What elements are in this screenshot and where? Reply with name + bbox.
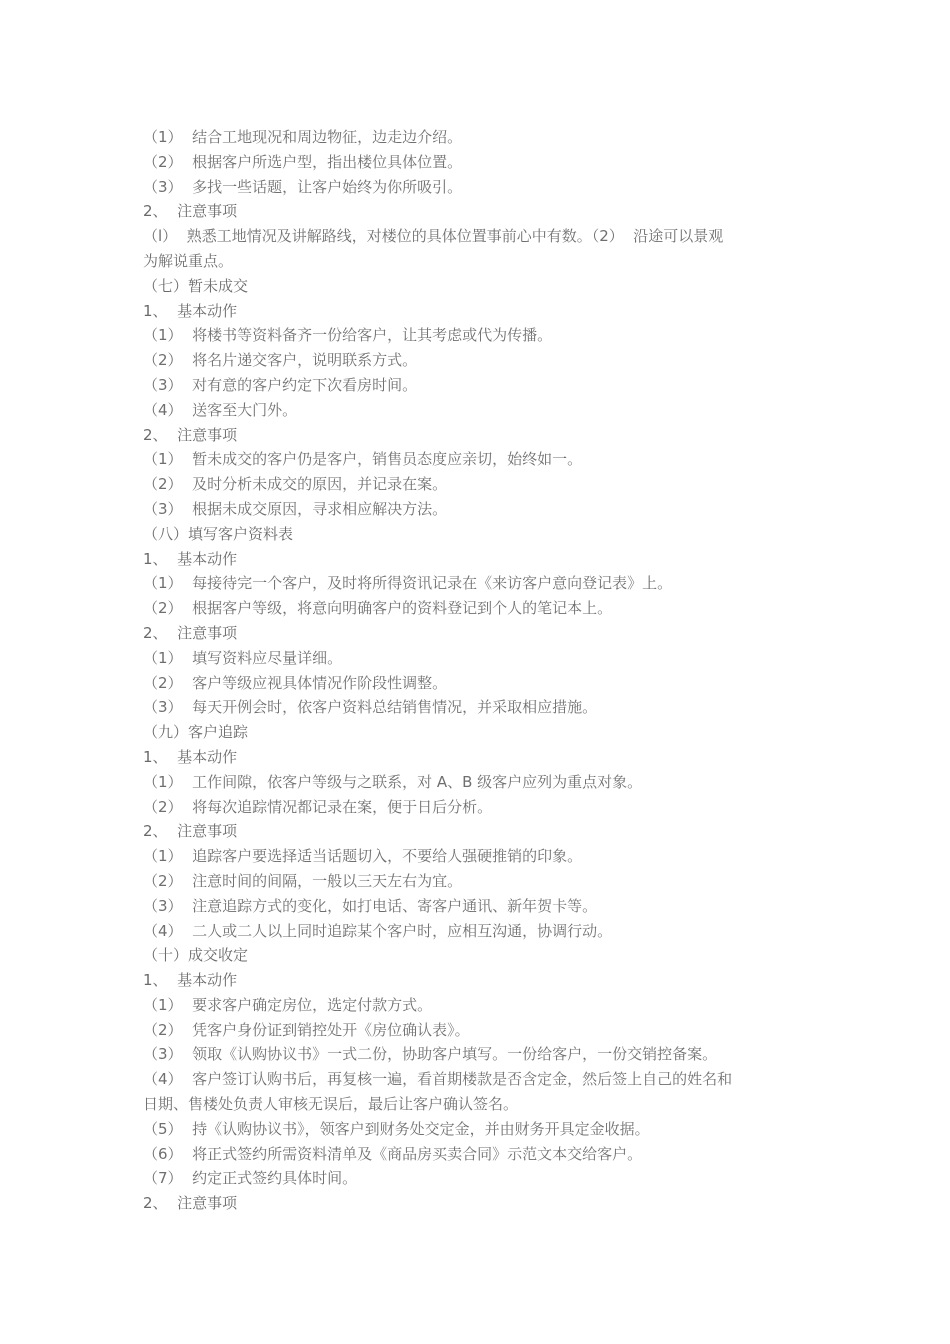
list-item: （3） 根据未成交原因，寻求相应解决方法。 [143, 499, 448, 518]
list-item: （1） 工作间隙，依客户等级与之联系，对 A、B 级客户应列为重点对象。 [143, 772, 643, 791]
list-item: （1） 每接待完一个客户，及时将所得资讯记录在《来访客户意向登记表》上。 [143, 574, 673, 593]
list-item: （2） 根据客户所选户型，指出楼位具体位置。 [143, 152, 463, 171]
list-item: （3） 每天开例会时，依客户资料总结销售情况，并采取相应措施。 [143, 698, 598, 717]
list-item: （2） 客户等级应视具体情况作阶段性调整。 [143, 673, 448, 692]
list-item: （1） 填写资料应尽量详细。 [143, 648, 343, 667]
document-body [143, 125, 823, 1216]
subsection-heading: 1、 基本动作 [143, 747, 238, 766]
section-heading: （七）暂未成交 [143, 276, 249, 295]
list-item: （4） 二人或二人以上同时追踪某个客户时，应相互沟通，协调行动。 [143, 921, 613, 940]
list-item: （3） 多找一些话题，让客户始终为你所吸引。 [143, 177, 463, 196]
list-item: （3） 领取《认购协议书》一式二份，协助客户填写。一份给客户，一份交销控备案。 [143, 1045, 718, 1064]
list-item: （7） 约定正式签约具体时间。 [143, 1169, 358, 1188]
list-item: （1） 要求客户确定房位，选定付款方式。 [143, 995, 433, 1014]
list-item: （3） 注意追踪方式的变化，如打电话、寄客户通讯、新年贺卡等。 [143, 896, 598, 915]
subsection-heading: 2、 注意事项 [143, 1194, 238, 1213]
list-item: （4） 客户签订认购书后，再复核一遍，看首期楼款是否含定金，然后签上自己的姓名和 [143, 1070, 733, 1089]
section-heading: （八）填写客户资料表 [143, 524, 294, 543]
list-item: （4） 送客至大门外。 [143, 400, 298, 419]
list-item: （1） 结合工地现况和周边物征，边走边介绍。 [143, 128, 463, 146]
section-heading: （九）客户追踪 [143, 723, 249, 742]
list-item: （3） 对有意的客户约定下次看房时间。 [143, 375, 418, 394]
list-item: （2） 将每次追踪情况都记录在案，便于日后分析。 [143, 797, 493, 816]
list-item: （2） 凭客户身份证到销控处开《房位确认表》。 [143, 1020, 470, 1039]
subsection-heading: 2、 注意事项 [143, 425, 238, 444]
list-item: （l） 熟悉工地情况及讲解路线，对楼位的具体位置事前心中有数。（2） 沿途可以景观 [143, 227, 724, 246]
list-item-continuation: 为解说重点。 [143, 251, 234, 270]
section-heading: （十）成交收定 [143, 946, 249, 965]
list-item: （2） 根据客户等级，将意向明确客户的资料登记到个人的笔记本上。 [143, 599, 613, 618]
list-item: （5） 持《认购协议书》，领客户到财务处交定金，并由财务开具定金收据。 [143, 1119, 650, 1138]
list-item: （2） 注意时间的间隔，一般以三天左右为宜。 [143, 871, 463, 890]
list-item: （1） 暂未成交的客户仍是客户，销售员态度应亲切，始终如一。 [143, 450, 583, 469]
list-item: （6） 将正式签约所需资料清单及《商品房买卖合同》示范文本交给客户。 [143, 1144, 643, 1163]
list-item: （1） 追踪客户要选择适当话题切入，不要给人强硬推销的印象。 [143, 847, 583, 866]
subsection-heading: 1、 基本动作 [143, 301, 238, 320]
list-item-continuation: 日期、售楼处负责人审核无误后，最后让客户确认签名。 [143, 1095, 519, 1114]
subsection-heading: 2、 注意事项 [143, 822, 238, 841]
subsection-heading: 1、 基本动作 [143, 549, 238, 568]
subsection-heading: 1、 基本动作 [143, 971, 238, 990]
subsection-heading: 2、 注意事项 [143, 202, 238, 221]
list-item: （2） 将名片递交客户，说明联系方式。 [143, 351, 418, 370]
list-item: （2） 及时分析未成交的原因，并记录在案。 [143, 475, 448, 494]
subsection-heading: 2、 注意事项 [143, 623, 238, 642]
list-item: （1） 将楼书等资料备齐一份给客户，让其考虑或代为传播。 [143, 326, 553, 345]
